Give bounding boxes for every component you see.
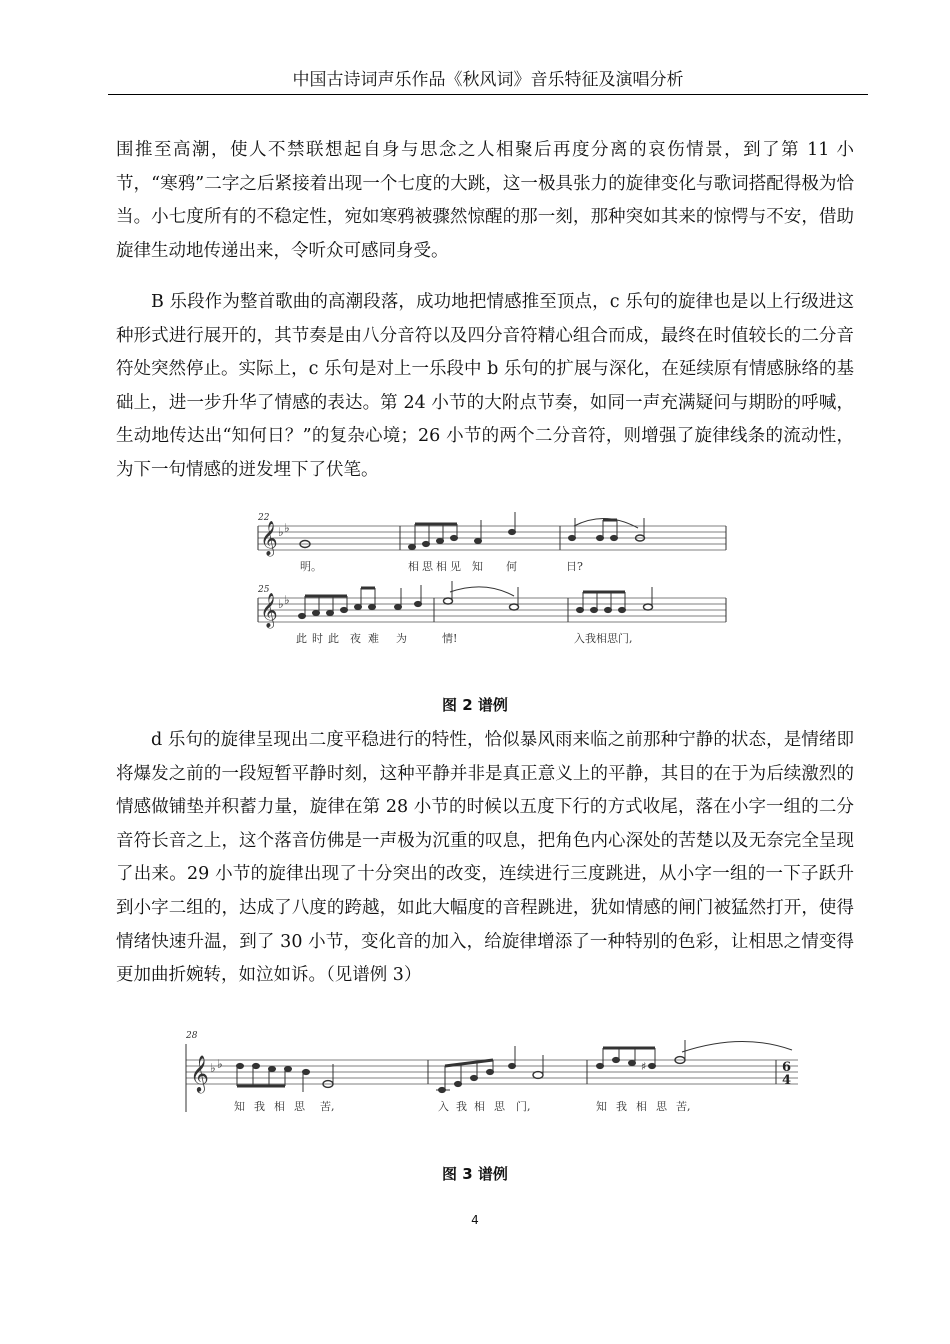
- lyric: 相: [474, 1100, 485, 1113]
- lyric: 入: [438, 1100, 449, 1113]
- lyric: 思: [656, 1100, 667, 1113]
- lyric: 何: [506, 560, 517, 573]
- lyric: 明。: [300, 560, 322, 573]
- lyric: 我: [616, 1100, 627, 1113]
- paragraph-1: 围推至高潮，使人不禁联想起自身与思念之人相聚后再度分离的哀伤情景，到了第 11 小节，“寒鸦”二字之后紧接着出现一个七度的大跳，这一极具张力的旋律变化与歌词搭配得极为恰当。小七度所有的不稳定性，宛如寒鸦被骤然惊醒的那一刻，那种突如其来的惊愕与不安，借助旋律生动地传递出来，令听众可感同身受。: [116, 140, 854, 261]
- flat-icon: ♭: [217, 1057, 223, 1071]
- lyric: 苦,: [320, 1100, 335, 1113]
- paragraph-2: B 乐段作为整首歌曲的高潮段落，成功地把情感推至顶点，c 乐句的旋律也是以上行级进这种形式进行展开的，其节奏是由八分音符以及四分音符精心组合而成，最终在时值较长的二分音符处突然停止。实际上，c 乐句是对上一乐段中 b 乐句的扩展与深化，在延续原有情感脉络的基础上，进一步升华了情感的表达。第 24 小节的大附点节奏，如同一声充满疑问与期盼的呼喊，生动地传达出“知何日？”的复杂心境；26 小节的两个二分音符，则增强了旋律线条的流动性，为下一句情感的迸发埋下了伏笔。: [116, 292, 854, 480]
- lyric: 思: [494, 1100, 505, 1113]
- lyric: 知: [234, 1100, 245, 1113]
- flat-icon: ♭: [278, 525, 284, 539]
- lyric: 思: [294, 1100, 305, 1113]
- figure-3-caption: 图 3 谱例: [442, 1165, 508, 1183]
- lyric: 思: [422, 560, 433, 573]
- staff-lines-2: [258, 598, 726, 622]
- lyric: 相: [636, 1100, 647, 1113]
- lyric: 门,: [516, 1100, 531, 1113]
- flat-icon: ♭: [210, 1061, 216, 1075]
- flat-icon: ♭: [284, 593, 290, 607]
- page-number: 4: [471, 1213, 479, 1227]
- figure-2-score: [250, 508, 730, 648]
- lyric: 此: [328, 632, 339, 645]
- header-title: 中国古诗词声乐作品《秋风词》音乐特征及演唱分析: [292, 70, 684, 90]
- lyric: 为: [396, 632, 407, 645]
- lyric: 见: [450, 560, 461, 573]
- treble-clef-icon: 𝄞: [190, 1054, 209, 1092]
- lyrics-2: [296, 631, 633, 645]
- lyric: 苦,: [676, 1100, 691, 1113]
- figure-2-caption: 图 2 谱例: [442, 696, 508, 714]
- flat-icon: ♭: [284, 521, 290, 535]
- lyric: 相: [274, 1100, 285, 1113]
- lyric: 我: [456, 1100, 467, 1113]
- lyric: 情!: [442, 632, 458, 645]
- lyric: 知: [596, 1100, 607, 1113]
- lyric: 入我相思门,: [574, 632, 633, 645]
- notes-2: [299, 581, 653, 619]
- page-header: [108, 68, 868, 95]
- lyric: 难: [368, 632, 379, 645]
- time-signature: [782, 1060, 791, 1088]
- lyric: 相: [436, 560, 447, 573]
- treble-clef-icon: 𝄞: [260, 521, 278, 556]
- measure-number-28: 28: [186, 1031, 198, 1041]
- staff-lines-1: [258, 526, 726, 550]
- lyric: 时: [312, 632, 323, 645]
- paragraph-3: d 乐句的旋律呈现出二度平稳进行的特性，恰似暴风雨来临之前那种宁静的状态，是情绪即将爆发之前的一段短暂平静时刻，这种平静并非是真正意义上的平静，其目的在于为后续激烈的情感做铺垫并积蓄力量，旋律在第 28 小节的时候以五度下行的方式收尾，落在小字一组的二分音符长音之上，这个落音仿佛是一声极为沉重的叹息，把角色内心深处的苦楚以及无奈完全呈现了出来。29 小节的旋律出现了十分突出的改变，连续进行三度跳进，从小字一组的一下子跃升到小字二组的，达成了八度的跨越，如此大幅度的音程跳进，犹如情感的闸门被猛然打开，使得情绪快速升温，到了 30 小节，变化音的加入，给旋律增添了一种特别的色彩，让相思之情变得更加曲折婉转，如泣如诉。（见谱例 3）: [116, 730, 854, 986]
- measure-number-25: 25: [258, 585, 270, 595]
- sharp-icon: ♯: [641, 1060, 647, 1073]
- lyric: 此: [296, 632, 307, 645]
- treble-clef-icon: 𝄞: [260, 593, 278, 628]
- measure-number-22: 22: [258, 513, 270, 523]
- lyric: 我: [254, 1100, 265, 1113]
- lyric: 日?: [566, 560, 583, 573]
- time-signature-bottom: 4: [782, 1073, 792, 1088]
- lyric: 夜: [350, 632, 361, 645]
- time-signature-top: 6: [782, 1060, 792, 1075]
- lyrics-1: [300, 559, 583, 573]
- lyric: 知: [472, 560, 483, 573]
- figure-3-score: [182, 1028, 802, 1118]
- lyric: 相: [408, 560, 419, 573]
- lyrics-3: [234, 1099, 691, 1113]
- flat-icon: ♭: [278, 597, 284, 611]
